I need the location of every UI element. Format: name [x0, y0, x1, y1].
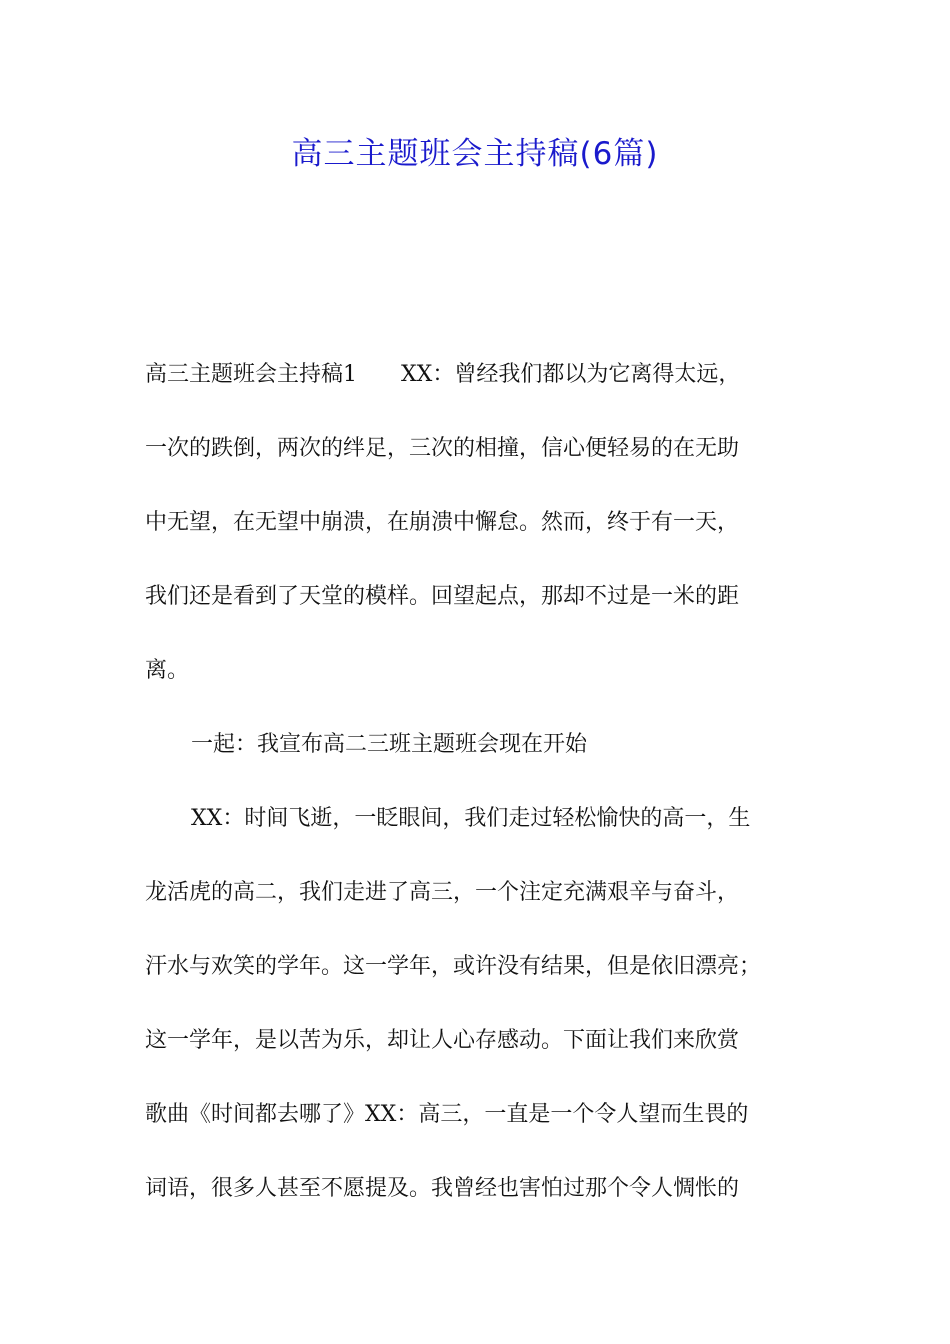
body-line: 这一学年，是以苦为乐，却让人心存感动。下面让我们来欣赏 [145, 1028, 740, 1053]
body-line: 离。 [145, 658, 190, 683]
document-body [145, 338, 825, 1226]
body-line: 一次的跌倒，两次的绊足，三次的相撞，信心便轻易的在无助 [145, 436, 740, 461]
body-line: 一起：我宣布高二三班主题班会现在开始 [191, 732, 588, 757]
body-line: 我们还是看到了天堂的模样。回望起点，那却不过是一米的距 [145, 584, 740, 609]
body-line: 歌曲《时间都去哪了》XX：高三，一直是一个令人望而生畏的 [145, 1102, 749, 1127]
body-line: 龙活虎的高二，我们走进了高三，一个注定充满艰辛与奋斗， [145, 880, 740, 905]
body-line: XX：时间飞逝，一眨眼间，我们走过轻松愉快的高一，生 [191, 806, 751, 831]
document-title: 高三主题班会主持稿(6篇) [291, 136, 659, 172]
body-line: 中无望，在无望中崩溃，在崩溃中懈怠。然而，终于有一天， [145, 510, 740, 535]
body-line: 高三主题班会主持稿1 XX：曾经我们都以为它离得太远， [145, 362, 741, 387]
body-line: 汗水与欢笑的学年。这一学年，或许没有结果，但是依旧漂亮； [145, 954, 762, 979]
body-line: 词语，很多人甚至不愿提及。我曾经也害怕过那个令人惆怅的 [145, 1176, 740, 1201]
